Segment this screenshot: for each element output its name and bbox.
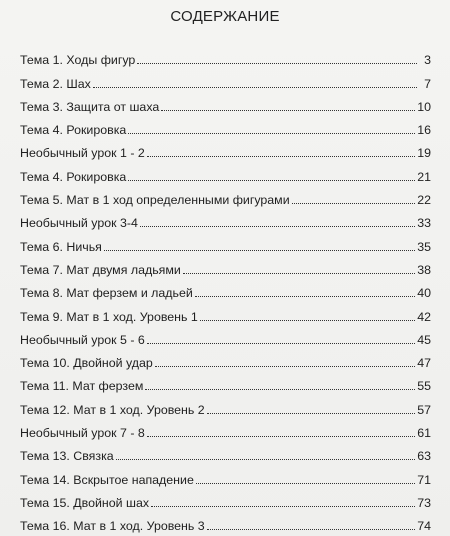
- toc-entry-label: Необычный урок 5 - 6: [20, 332, 145, 347]
- toc-entry: [20, 510, 431, 533]
- toc-entry: [20, 137, 431, 160]
- toc-dot-leader: [195, 296, 415, 297]
- toc-dot-leader: [137, 63, 417, 64]
- toc-entry: [20, 230, 431, 253]
- toc-entry-page-number: 38: [417, 262, 431, 277]
- toc-entry-label: Тема 1. Ходы фигур: [20, 53, 136, 68]
- toc-entry: [20, 440, 431, 463]
- toc-entry-page-number: 7: [424, 76, 431, 91]
- toc-entry: [20, 487, 431, 510]
- toc-dot-leader: [196, 483, 415, 484]
- toc-entry-label: Тема 4. Рокировка: [20, 123, 127, 138]
- toc-entry-page-number: 45: [417, 332, 431, 347]
- toc-entry: [20, 67, 431, 90]
- toc-entry-label: Тема 7. Мат двумя ладьями: [20, 262, 181, 277]
- toc-dot-leader: [128, 133, 415, 134]
- toc-entry-label: Тема 15. Двойной шах: [20, 495, 150, 510]
- toc-entry-page-number: 63: [417, 449, 431, 464]
- toc-entry-page-number: 74: [417, 519, 431, 534]
- toc-entry-page-number: 33: [417, 216, 431, 231]
- toc-dot-leader: [155, 366, 415, 367]
- toc-entry: [20, 393, 431, 416]
- toc-entry: [20, 324, 431, 347]
- toc-dot-leader: [147, 436, 415, 437]
- toc-entry-label: Тема 12. Мат в 1 ход. Уровень 2: [20, 402, 205, 417]
- toc-dot-leader: [151, 506, 415, 507]
- toc-dot-leader: [145, 389, 415, 390]
- table-of-contents: [20, 44, 431, 533]
- toc-entry-label: Тема 14. Вскрытое нападение: [20, 472, 194, 487]
- toc-entry: [20, 277, 431, 300]
- toc-entry: [20, 417, 431, 440]
- toc-entry-page-number: 40: [417, 286, 431, 301]
- toc-dot-leader: [161, 110, 415, 111]
- toc-dot-leader: [207, 529, 416, 530]
- toc-dot-leader: [147, 343, 415, 344]
- toc-entry: [20, 370, 431, 393]
- toc-entry-page-number: 35: [417, 239, 431, 254]
- toc-entry-label: Тема 16. Мат в 1 ход. Уровень 3: [20, 519, 205, 534]
- page-title: СОДЕРЖАНИЕ: [170, 8, 280, 25]
- toc-entry-label: Необычный урок 7 - 8: [20, 426, 145, 441]
- toc-entry-label: Тема 6. Ничья: [20, 239, 102, 254]
- toc-entry-label: Тема 3. Защита от шаха: [20, 99, 160, 114]
- toc-dot-leader: [116, 459, 416, 460]
- toc-entry-page-number: 3: [424, 53, 431, 68]
- toc-entry-label: Тема 9. Мат в 1 ход. Уровень 1: [20, 309, 198, 324]
- toc-entry-page-number: 73: [417, 495, 431, 510]
- toc-dot-leader: [207, 413, 416, 414]
- toc-entry: [20, 114, 431, 137]
- toc-entry-page-number: 61: [417, 426, 431, 441]
- toc-entry: [20, 44, 431, 67]
- toc-entry: [20, 254, 431, 277]
- toc-entry: [20, 160, 431, 183]
- toc-entry-page-number: 10: [417, 99, 431, 114]
- toc-dot-leader: [140, 226, 415, 227]
- toc-entry: [20, 184, 431, 207]
- toc-entry: [20, 463, 431, 486]
- toc-entry-page-number: 16: [417, 123, 431, 138]
- toc-entry-page-number: 47: [417, 356, 431, 371]
- toc-entry-label: Тема 2. Шах: [20, 76, 91, 91]
- toc-dot-leader: [292, 203, 416, 204]
- toc-entry-label: Тема 10. Двойной удар: [20, 356, 153, 371]
- toc-entry-page-number: 71: [417, 472, 431, 487]
- toc-entry-label: Тема 5. Мат в 1 ход определенными фигурами: [20, 193, 290, 208]
- toc-entry-page-number: 55: [417, 379, 431, 394]
- toc-dot-leader: [128, 180, 415, 181]
- toc-entry-page-number: 21: [417, 169, 431, 184]
- toc-entry-label: Тема 4. Рокировка: [20, 169, 127, 184]
- toc-dot-leader: [200, 320, 415, 321]
- toc-entry-page-number: 42: [417, 309, 431, 324]
- toc-dot-leader: [104, 250, 415, 251]
- toc-entry-label: Необычный урок 1 - 2: [20, 146, 145, 161]
- toc-entry-label: Необычный урок 3-4: [20, 216, 138, 231]
- toc-entry-page-number: 22: [417, 193, 431, 208]
- toc-entry: [20, 347, 431, 370]
- toc-dot-leader: [147, 156, 415, 157]
- toc-entry-page-number: 57: [417, 402, 431, 417]
- toc-entry: [20, 300, 431, 323]
- toc-dot-leader: [93, 87, 417, 88]
- toc-dot-leader: [183, 273, 415, 274]
- toc-entry-page-number: 19: [417, 146, 431, 161]
- toc-entry-label: Тема 13. Связка: [20, 449, 114, 464]
- toc-entry: [20, 207, 431, 230]
- toc-entry-label: Тема 8. Мат ферзем и ладьей: [20, 286, 193, 301]
- toc-entry: [20, 91, 431, 114]
- toc-entry-label: Тема 11. Мат ферзем: [20, 379, 144, 394]
